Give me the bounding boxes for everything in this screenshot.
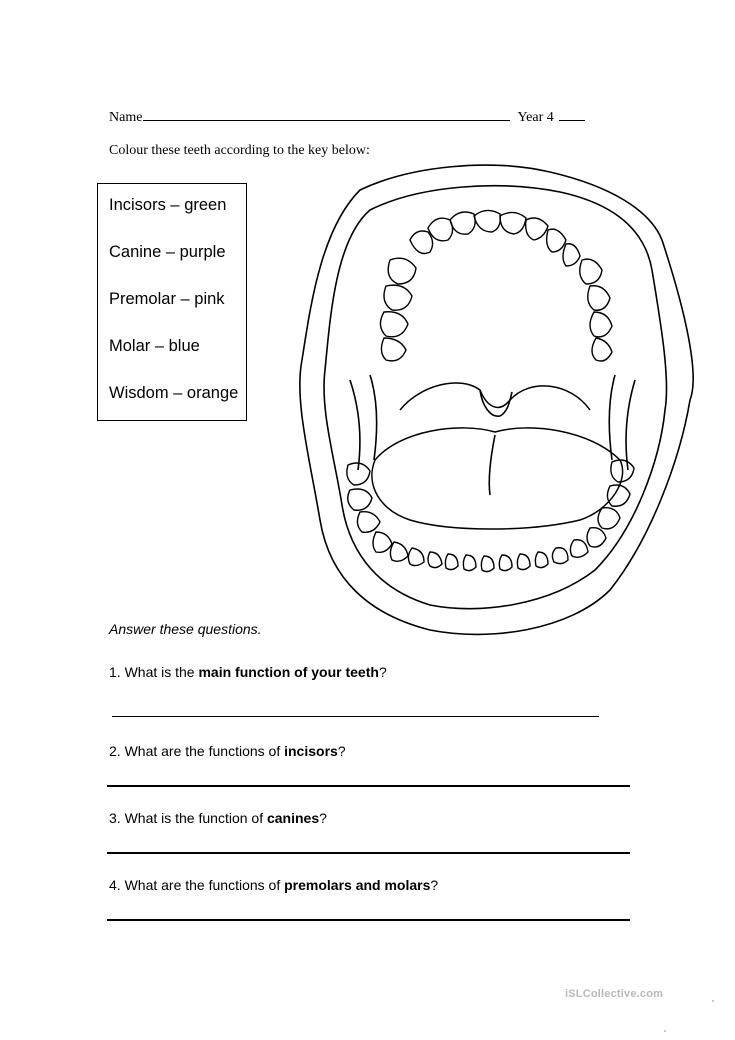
year-field[interactable] xyxy=(559,108,585,121)
colour-key-box xyxy=(97,183,247,421)
decor-dot xyxy=(664,1030,666,1032)
name-label: Name xyxy=(109,110,143,125)
key-item-wisdom: Wisdom – orange xyxy=(109,384,239,402)
answer-line-2[interactable] xyxy=(107,785,630,787)
key-item-canine: Canine – purple xyxy=(109,243,226,261)
questions-heading: Answer these questions. xyxy=(109,621,262,637)
answer-line-1[interactable] xyxy=(112,716,599,717)
name-field[interactable] xyxy=(143,108,510,121)
upper-teeth xyxy=(380,210,612,361)
mouth-teeth-diagram xyxy=(290,160,700,640)
question-4: 4. What are the functions of premolars and molars? xyxy=(109,877,439,893)
question-1: 1. What is the main function of your teeth? xyxy=(109,664,387,680)
instruction-text: Colour these teeth according to the key below: xyxy=(109,143,370,158)
answer-line-3[interactable] xyxy=(107,852,630,854)
key-item-incisors: Incisors – green xyxy=(109,196,227,214)
key-item-premolar: Premolar – pink xyxy=(109,290,225,308)
name-row xyxy=(109,108,585,126)
key-item-molar: Molar – blue xyxy=(109,337,200,355)
decor-dot xyxy=(712,1000,714,1002)
watermark: iSLCollective.com xyxy=(565,988,664,1000)
answer-line-4[interactable] xyxy=(107,919,630,921)
question-3: 3. What is the function of canines? xyxy=(109,810,327,826)
year-label: Year 4 xyxy=(517,110,554,125)
question-2: 2. What are the functions of incisors? xyxy=(109,743,346,759)
